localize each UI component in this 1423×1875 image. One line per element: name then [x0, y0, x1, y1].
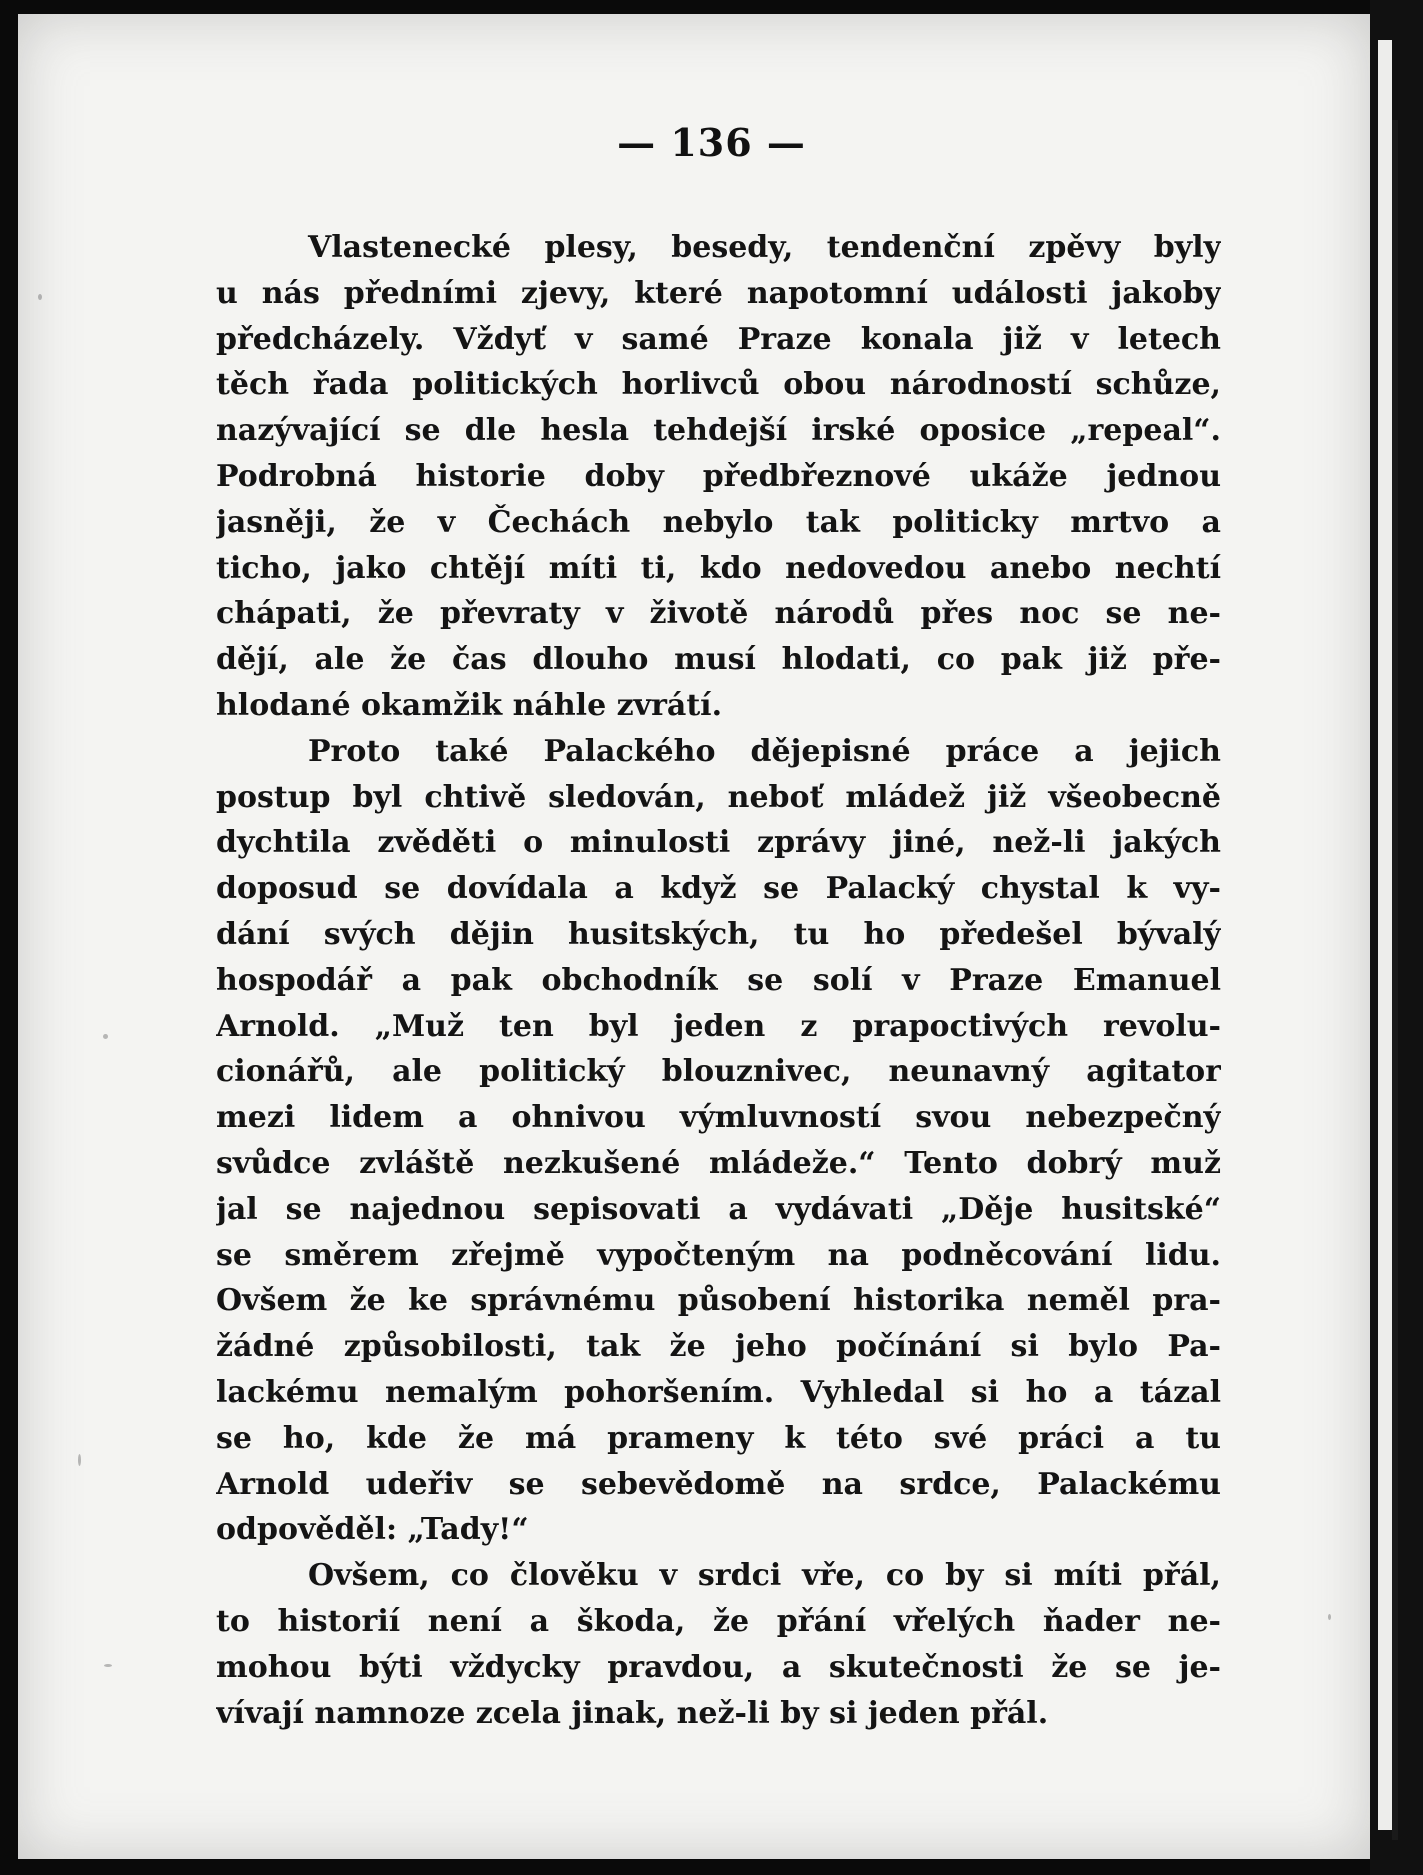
- text-line: chápati, že převraty v životě národů přes noc se ne-: [216, 596, 1221, 632]
- text-line: Proto také Palackého dějepisné práce a jejich: [308, 733, 1221, 769]
- paper-speck: [38, 294, 42, 300]
- text-line: mohou býti vždycky pravdou, a skutečnosti že se je-: [216, 1649, 1221, 1685]
- text-line: vívají namnoze zcela jinak, než-li by si jeden přál.: [216, 1695, 1049, 1731]
- text-line: nazývající se dle hesla tehdejší irské oposice „repeal“.: [216, 413, 1221, 449]
- text-line: se směrem zřejmě vypočteným na podněcování lidu.: [216, 1237, 1221, 1273]
- text-line: dání svých dějin husitských, tu ho předešel bývalý: [216, 916, 1221, 952]
- text-line: dějí, ale že čas dlouho musí hlodati, co pak již pře-: [216, 642, 1221, 678]
- text-line: to historií není a škoda, že přání vřelých ňader ne-: [216, 1603, 1221, 1639]
- paragraph: [216, 1553, 1221, 1736]
- text-line: hlodané okamžik náhle zvrátí.: [216, 687, 723, 723]
- paper-speck: [78, 1454, 81, 1466]
- text-line: mezi lidem a ohnivou výmluvností svou nebezpečný: [216, 1100, 1221, 1136]
- text-line: jal se najednou sepisovati a vydávati „Děje husitské“: [216, 1191, 1221, 1227]
- text-line: těch řada politických horlivců obou národností schůze,: [216, 367, 1221, 403]
- text-line: dychtila zvěděti o minulosti zprávy jiné, než-li jakých: [216, 825, 1221, 861]
- text-line: Podrobná historie doby předbřeznové ukáže jednou: [216, 458, 1221, 494]
- text-line: jasněji, že v Čechách nebylo tak politicky mrtvo a: [216, 504, 1221, 540]
- paragraph: [216, 225, 1221, 729]
- text-line: doposud se dovídala a když se Palacký chystal k vy-: [216, 871, 1221, 907]
- paper-speck: [1328, 1614, 1331, 1620]
- text-line: žádné způsobilosti, tak že jeho počínání si bylo Pa-: [216, 1329, 1221, 1365]
- text-line: u nás předními zjevy, které napotomní události jakoby: [216, 275, 1221, 311]
- paragraph: [216, 729, 1221, 1553]
- text-line: Ovšem že ke správnému působení historika neměl pra-: [216, 1283, 1221, 1319]
- book-binding-strip: [1378, 40, 1392, 1830]
- text-line: odpověděl: „Tady!“: [216, 1512, 529, 1548]
- text-line: ticho, jako chtějí míti ti, kdo nedovedou anebo nechtí: [216, 550, 1221, 586]
- text-line: se ho, kde že má prameny k této své práci a tu: [216, 1420, 1221, 1456]
- text-line: lackému nemalým pohoršením. Vyhledal si ho a tázal: [216, 1374, 1221, 1410]
- text-line: svůdce zvláště nezkušené mládeže.“ Tento dobrý muž: [216, 1145, 1221, 1181]
- text-line: Vlastenecké plesy, besedy, tendenční zpěvy byly: [308, 230, 1221, 265]
- body-text: [216, 225, 1221, 1736]
- text-line: Arnold. „Muž ten byl jeden z prapoctivých revolu-: [216, 1008, 1221, 1044]
- text-line: Ovšem, co člověku v srdci vře, co by si míti přál,: [308, 1558, 1221, 1594]
- paper-speck: [104, 1664, 112, 1667]
- text-line: předcházely. Vždyť v samé Praze konala již v letech: [216, 321, 1221, 357]
- text-line: hospodář a pak obchodník se solí v Praze Emanuel: [216, 962, 1221, 998]
- paper-speck: [103, 1034, 108, 1039]
- text-line: cionářů, ale politický blouznivec, neunavný agitator: [216, 1054, 1221, 1090]
- page-number: — 136 —: [617, 120, 806, 165]
- text-line: postup byl chtivě sledován, neboť mládež již všeobecně: [216, 779, 1221, 815]
- binding-cord: [1392, 120, 1398, 1840]
- text-line: Arnold udeřiv se sebevědomě na srdce, Palackému: [216, 1466, 1221, 1502]
